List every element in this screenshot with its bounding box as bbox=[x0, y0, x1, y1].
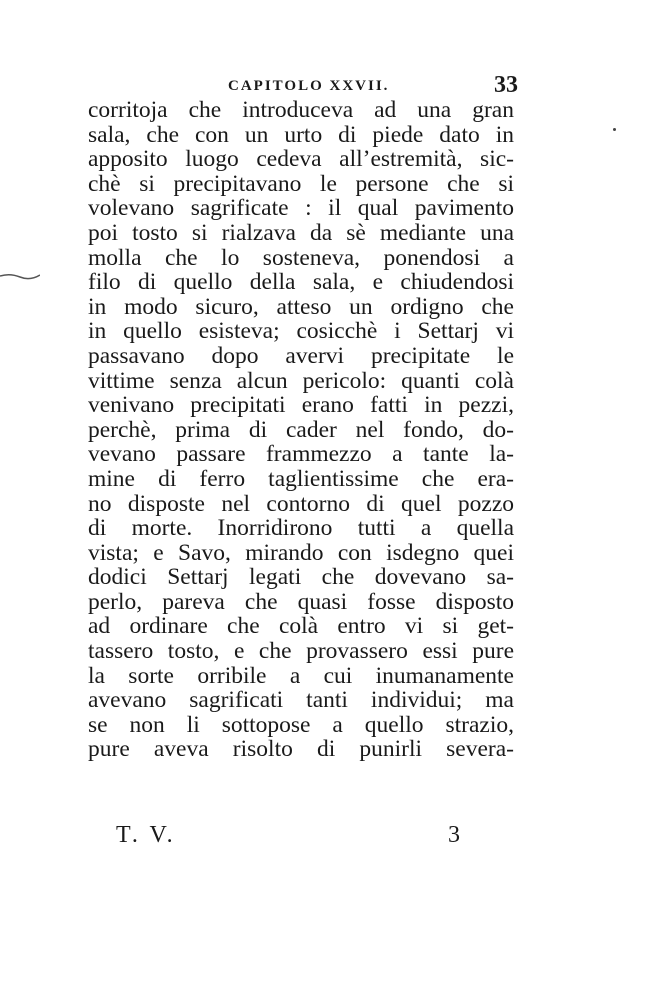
running-title: CAPITOLO XXVII. bbox=[228, 78, 390, 94]
text-line: molla che lo sosteneva, ponendosi a bbox=[88, 244, 514, 271]
ink-speck bbox=[613, 128, 616, 131]
text-line: poi tosto si rialzava da sè mediante una bbox=[88, 219, 514, 246]
text-line: no disposte nel contorno di quel pozzo bbox=[88, 490, 514, 517]
text-line: tassero tosto, e che provassero essi pure bbox=[88, 638, 514, 665]
page-footer bbox=[116, 822, 460, 852]
sheet-number: 3 bbox=[448, 822, 460, 848]
text-line: chè si precipitavano le persone che si bbox=[88, 170, 514, 197]
page-number: 33 bbox=[494, 72, 518, 98]
text-line: corritoja che introduceva ad una gran bbox=[88, 97, 514, 123]
text-line: venivano precipitati erano fatti in pezzi, bbox=[88, 392, 514, 419]
text-line: ad ordinare che colà entro vi si get- bbox=[88, 613, 514, 640]
text-line: di morte. Inorridirono tutti a quella bbox=[88, 515, 514, 542]
text-line: pure aveva risolto di punirli severa- bbox=[88, 736, 514, 763]
text-line: passavano dopo avervi precipitate le bbox=[88, 342, 514, 369]
text-line: perchè, prima di cader nel fondo, do- bbox=[88, 416, 514, 443]
text-line: apposito luogo cedeva all’estremità, sic- bbox=[88, 146, 514, 173]
text-line: filo di quello della sala, e chiudendosi bbox=[88, 269, 514, 296]
signature-mark: T. V. bbox=[116, 822, 176, 848]
text-line: la sorte orribile a cui inumanamente bbox=[88, 662, 514, 689]
margin-stain bbox=[0, 270, 40, 282]
text-line: sala, che con un urto di piede dato in bbox=[88, 121, 514, 148]
text-line: mine di ferro taglientissime che era- bbox=[88, 465, 514, 492]
body-text bbox=[88, 98, 514, 762]
text-line: perlo, pareva che quasi fosse disposto bbox=[88, 588, 514, 615]
text-line: volevano sagrificate : il qual pavimento bbox=[88, 195, 514, 222]
text-line: in modo sicuro, atteso un ordigno che bbox=[88, 293, 514, 320]
text-line: vevano passare frammezzo a tante la- bbox=[88, 441, 514, 468]
text-line: avevano sagrificati tanti individui; ma bbox=[88, 687, 514, 714]
text-line: dodici Settarj legati che dovevano sa- bbox=[88, 564, 514, 591]
text-line: in quello esisteva; cosicchè i Settarj vi bbox=[88, 318, 514, 345]
text-line: vista; e Savo, mirando con isdegno quei bbox=[88, 539, 514, 566]
text-line: vittime senza alcun pericolo: quanti colà bbox=[88, 367, 514, 394]
text-line: se non li sottopose a quello strazio, bbox=[88, 711, 514, 738]
